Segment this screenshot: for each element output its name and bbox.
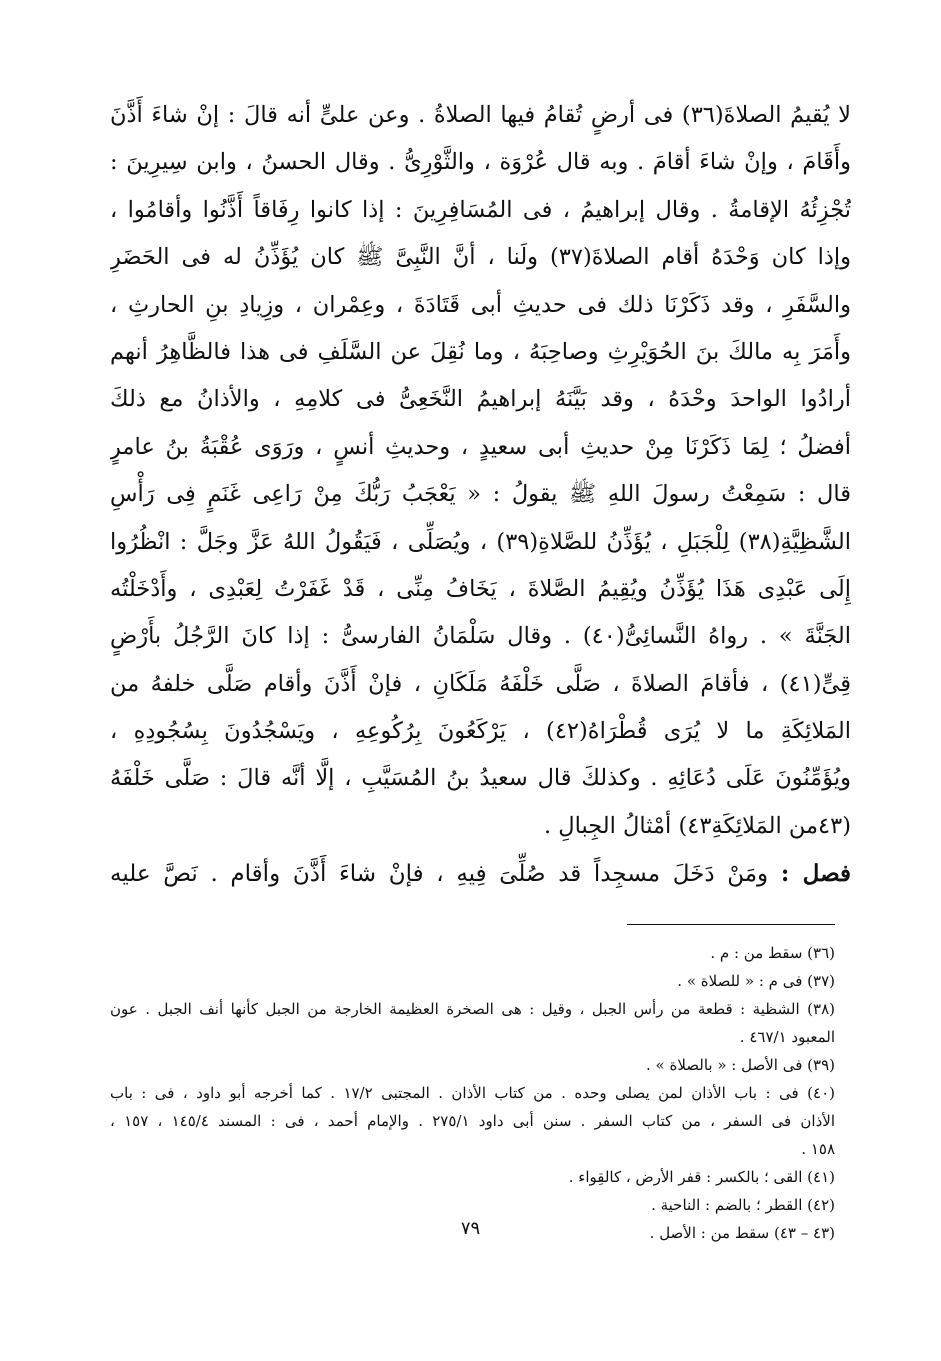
footnote: (٣٦) سقط من : م . [710, 943, 835, 962]
footnote: (٤٠) فى : باب الأذان لمن يصلى وحده . من كتاب الأذان . المجتبى ١٧/٢ . كما أخرجه أبو داود ، فى : باب [110, 1083, 835, 1102]
footnote: (٤١) القى ؛ بالكسر : قفر الأرض ، كالقِواء . [568, 1167, 835, 1186]
footnote-continuation: ١٥٨ . [801, 1139, 835, 1158]
text-line: (٤٣من المَلائِكَةِ٤٣) أمْثالُ الجِبالِ . [543, 812, 851, 839]
text-line: قِىٍّ(٤١) ، فأقامَ الصلاةَ ، صَلَّى خَلْفَهُ مَلَكَانِ ، فإنْ أَذَّنَ وأقام صَلَّى خلفهُ من [110, 670, 851, 697]
text-line: ويُؤَمِّنُونَ عَلَى دُعَائِهِ . وكذلكَ قال سعيدُ بنُ المُسَيَّبِ ، إلَّا أنَّه قالَ : صَلَّى خَلْفَهُ [110, 765, 851, 792]
footnote-continuation: المعبود ٤٦٧/١ . [739, 1027, 835, 1046]
fasl-text: ومَنْ دَخَلَ مسجِداً قد صُلِّىَ فِيهِ ، فإنْ شاءَ أَذَّنَ وأقام . نَصَّ عليه [110, 861, 769, 888]
text-line: وأَمَرَ بِه مالكَ بنَ الحُوَيْرِثِ وصاحِبَهُ ، وما نُقِلَ عن السَّلَفِ فى هذا فالظَّاهِرُ أنهم [110, 338, 851, 365]
text-line: الجَنَّةَ » . رواهُ النَّسائِىُّ(٤٠) . وقال سَلْمَانُ الفارسىُّ : إذا كانَ الرَّجُلُ بأَرْضٍ [110, 623, 851, 650]
footnotes [110, 939, 835, 1247]
text-line: أفضلُ ؛ لِمَا ذَكَرْنَا مِنْ حديثِ أبى سعيدٍ ، وحديثِ أنسٍ ، ورَوَى عُقْبَةُ بنُ عامرٍ [110, 433, 851, 460]
footnote: (٣٨) الشظية : قطعة من رأس الجبل ، وقيل : هى الصخرة العظيمة الخارجة من الجبل كأنها أنف الجبل . عون [110, 999, 835, 1018]
main-text [110, 92, 851, 898]
footnote: (٣٧) فى م : « للصلاة » . [677, 971, 835, 990]
text-line: إِلَى عَبْدِى هَذَا يُؤَذِّنُ ويُقِيمُ الصَّلاةَ ، يَخَافُ مِنِّى ، قَدْ غَفَرْتُ لِعَبْدِى ، وأَدْخَلْتُه [110, 575, 851, 602]
footnote: (٤٢) القطر ؛ بالضم : الناحية . [651, 1195, 835, 1214]
footnote: (٣٩) فى الأصل : « بالصلاة » . [645, 1055, 835, 1074]
footnote-separator [627, 924, 835, 925]
footnote: (٤٣ – ٤٣) سقط من : الأصل . [649, 1223, 835, 1242]
fasl-line [110, 850, 851, 897]
text-line: لا يُقيمُ الصلاةَ(٣٦) فى أرضٍ تُقامُ فيها الصلاةُ . وعن علىٍّ أنه قالَ : إنْ شاءَ أَذَّنَ [110, 102, 851, 128]
footnote-continuation: الأذان فى السفر ، من كتاب السفر . سنن أبى داود ٢٧٥/١ . والإمام أحمد ، فى : المسند ١٤٥/٤ ، ١٥٧ ، [110, 1111, 835, 1130]
fasl-label: فصل : [780, 860, 851, 888]
text-line: الشَّظِيَّةِ(٣٨) لِلْجَبَلِ ، يُؤَذِّنُ للصَّلاةِ(٣٩) ، ويُصَلِّى ، فَيَقُولُ اللهُ عَزَّ وجَلَّ : انْظُرُوا [110, 528, 851, 555]
text-line: المَلائِكَةِ ما لا يُرَى قُطْرَاهُ(٤٢) ، يَرْكَعُونَ بِرُكُوعِهِ ، ويَسْجُدُونَ بِسُجُودِهِ ، [110, 718, 851, 745]
page-number: ٧٩ [460, 1218, 481, 1239]
text-line: قال : سَمِعْتُ رسولَ اللهِ ﷺ يقولُ : « يَعْجَبُ رَبُّكَ مِنْ رَاعِى غَنَمٍ فِى رَأْسِ [110, 481, 851, 508]
text-line: وأَقَامَ ، وإنْ شاءَ أقامَ . وبه قال عُرْوَة ، والثَّوْرِىُّ . وقال الحسنُ ، وابن سِيرِينَ : [110, 149, 851, 176]
text-line: أرادُوا الواحدَ وحْدَهُ ، وقد بَيَّنَهُ إبراهيمُ النَّخَعِىُّ فى كلامِهِ ، والأذانُ مع ذلكَ [110, 386, 851, 413]
text-line: تُجْزِئُهُ الإقامةُ . وقال إبراهيمُ ، فى المُسَافِرِينَ : إذا كانوا رِفَاقاً أَذَّنُوا وأقامُوا ، [110, 196, 851, 223]
text-line: والسَّفَرِ ، وقد ذَكَرْنَا ذلك فى حديثِ أبى قَتَادَةَ ، وعِمْران ، وزِيادِ بنِ الحارثِ ، [110, 291, 851, 318]
text-line: وإذا كان وَحْدَهُ أقام الصلاةَ(٣٧) ولَنا ، أنَّ النَّبِىَّ ﷺ كان يُؤَذِّنُ له فى الحَضَرِ [110, 244, 851, 271]
